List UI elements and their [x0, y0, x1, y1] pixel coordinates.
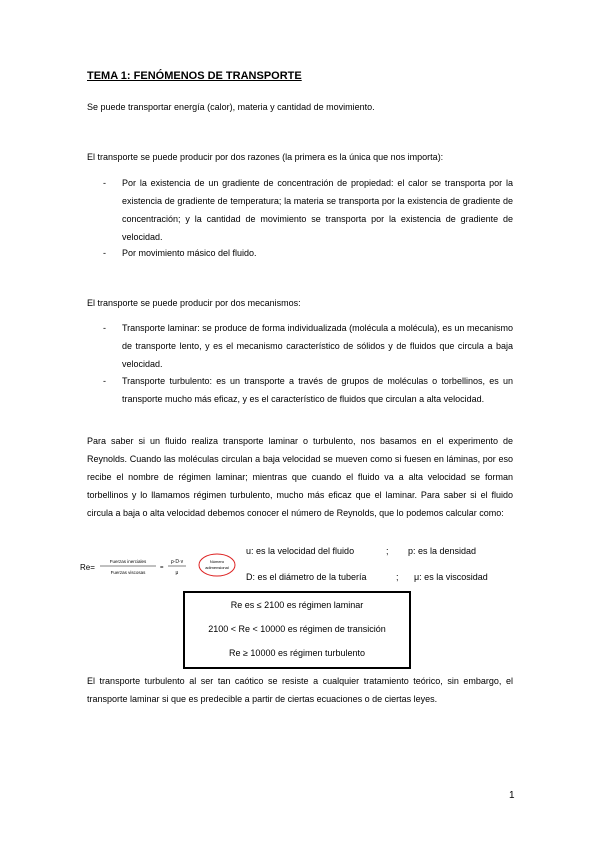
- closing-paragraph: El transporte turbulento al ser tan caótico se resiste a cualquier tratamiento teórico, sin embargo, el transporte laminar si que es predecible a partir de ciertas ecuaciones o de ciertas leyes.: [87, 676, 513, 704]
- intro-paragraph: Se puede transportar energía (calor), materia y cantidad de movimiento.: [87, 102, 375, 112]
- list-bullet: -: [103, 178, 106, 188]
- formula-lhs: Re=: [80, 563, 95, 572]
- mechanisms-heading: El transporte se puede producir por dos mecanismos:: [87, 298, 301, 308]
- var-separator: ;: [386, 546, 389, 556]
- annotation-text: Número: [209, 559, 225, 564]
- regime-transition: 2100 < Re < 10000 es régimen de transición: [208, 624, 386, 634]
- formula-numerator: Fuerzas inerciales: [109, 559, 147, 564]
- page-number: 1: [509, 790, 515, 801]
- formula-rhs-denominator: μ: [175, 570, 179, 576]
- var-velocity: u: es la velocidad del fluido: [246, 546, 355, 556]
- reynolds-formula: [80, 550, 240, 584]
- var-separator: ;: [396, 572, 399, 582]
- var-diameter: D: es el diámetro de la tubería: [246, 572, 367, 582]
- regime-turbulent: Re ≥ 10000 es régimen turbulento: [228, 648, 366, 658]
- var-density: p: es la densidad: [408, 546, 477, 556]
- reasons-heading: El transporte se puede producir por dos razones (la primera es la única que nos importa):: [87, 152, 444, 162]
- formula-equals: =: [160, 565, 164, 571]
- regime-laminar: Re es ≤ 2100 es régimen laminar: [230, 600, 364, 610]
- reason-item: Por la existencia de un gradiente de concentración de propiedad: el calor se transporta por la existencia de gradiente de temperatura; la materia se transporta por la existencia de gradiente de concentración; y la cantidad de movimiento se transporta por la existencia de gradiente de velocidad.: [122, 178, 513, 242]
- list-bullet: -: [103, 323, 106, 333]
- var-viscosity: μ: es la viscosidad: [414, 572, 488, 582]
- reynolds-paragraph: Para saber si un fluido realiza transporte laminar o turbulento, nos basamos en el experimento de Reynolds. Cuando las moléculas circulan a baja velocidad se mueven como si fuesen en láminas, por eso recibe el nombre de régimen laminar; mientras que cuando el fluido va a alta velocidad se forman torbellinos y lo llamamos régimen turbulento, mucho más eficaz que el laminar. Para saber si el fluido circula a baja o alta velocidad debemos conocer el número de Reynolds, que lo podemos calcular como:: [87, 436, 513, 518]
- reason-item: Por movimiento másico del fluido.: [122, 248, 257, 258]
- page-title: TEMA 1: FENÓMENOS DE TRANSPORTE: [87, 70, 302, 82]
- regimes-box: [183, 591, 411, 669]
- formula-rhs-numerator: ρ·D·v: [170, 559, 184, 565]
- list-bullet: -: [103, 248, 106, 258]
- mechanism-item: Transporte turbulento: es un transporte a través de grupos de moléculas o torbellinos, es un transporte mucho más eficaz, y es el característico de fluidos que circulan a alta velocidad.: [122, 376, 513, 404]
- mechanism-item: Transporte laminar: se produce de forma individualizada (molécula a molécula), es un mecanismo de transporte lento, y es el mecanismo característico de sólidos y de fluidos que circula a baja velocidad.: [122, 323, 513, 369]
- annotation-text: adimensional: [205, 565, 229, 570]
- formula-denominator: Fuerzas viscosas: [110, 570, 146, 575]
- list-bullet: -: [103, 376, 106, 386]
